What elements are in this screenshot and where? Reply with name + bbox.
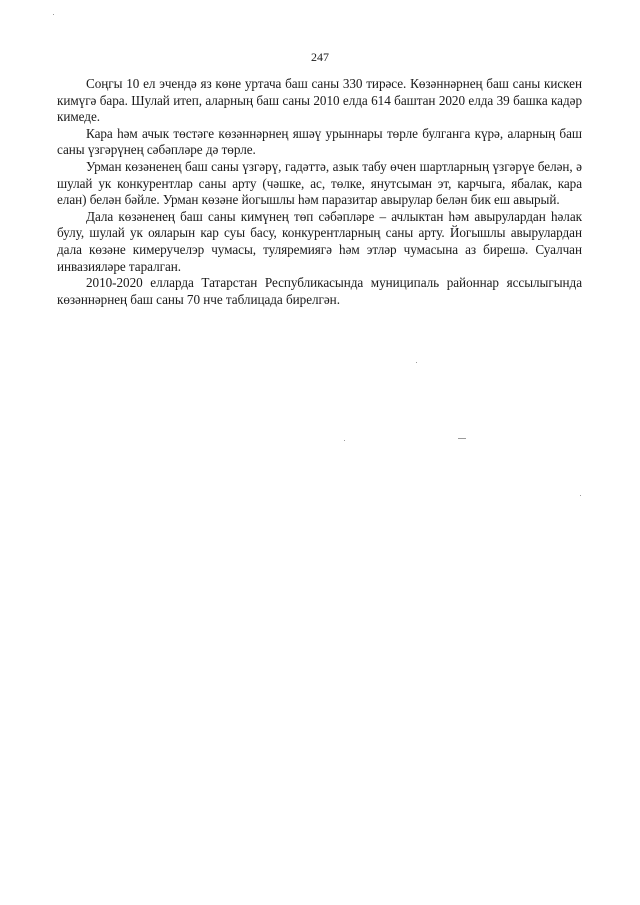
scan-speck (458, 438, 466, 439)
page-number: 247 (311, 50, 329, 64)
paragraph: Соңгы 10 ел эчендә яз көне уртача баш саны 330 тирәсе. Көзәннәрнең баш саны кискен кимүгә бара. Шулай итеп, аларның баш саны 2010 елда 614 баштан 2020 елда 39 башка кадәр кимеде. (57, 76, 582, 125)
paragraph: Кара һәм ачык төстәге көзәннәрнең яшәү урыннары төрле булганга күрә, аларның баш саны үзгәрүнең сәбәпләре дә төрле. (57, 125, 582, 158)
scan-speck (344, 440, 345, 441)
paragraph: Дала көзәненең баш саны кимүнең төп сәбәпләре – ачлыктан һәм авырулардан һәлак булу, шулай ук ояларын кар суы басу, конкурентларның саны арту. Йогышлы авырулардан дала көзәне кимеручелэр чумасы, туляремиягә һәм этләр чумасына аз бирешә. Суалчан инвазияләре таралган. (57, 208, 582, 274)
paragraph: Урман көзәненең баш саны үзгәрү, гадәттә, азык табу өчен шартларның үзгәрүе белән, ә шулай ук конкурентлар саны арту (чәшке, ас, төлке, янутсыман эт, карчыга, ябалак, кара елан) белән бәйле. Урман көзәне йогышлы һәм паразитар авырулар белән бик еш авырый. (57, 158, 582, 208)
scan-speck (416, 362, 417, 363)
scan-speck (53, 14, 54, 15)
scan-speck (580, 495, 581, 496)
body-text (57, 76, 582, 308)
paragraph: 2010-2020 елларда Татарстан Республикасында муниципаль районнар яссылыгында көзәннәрнең баш саны 70 нче таблицада бирелгән. (57, 275, 582, 307)
